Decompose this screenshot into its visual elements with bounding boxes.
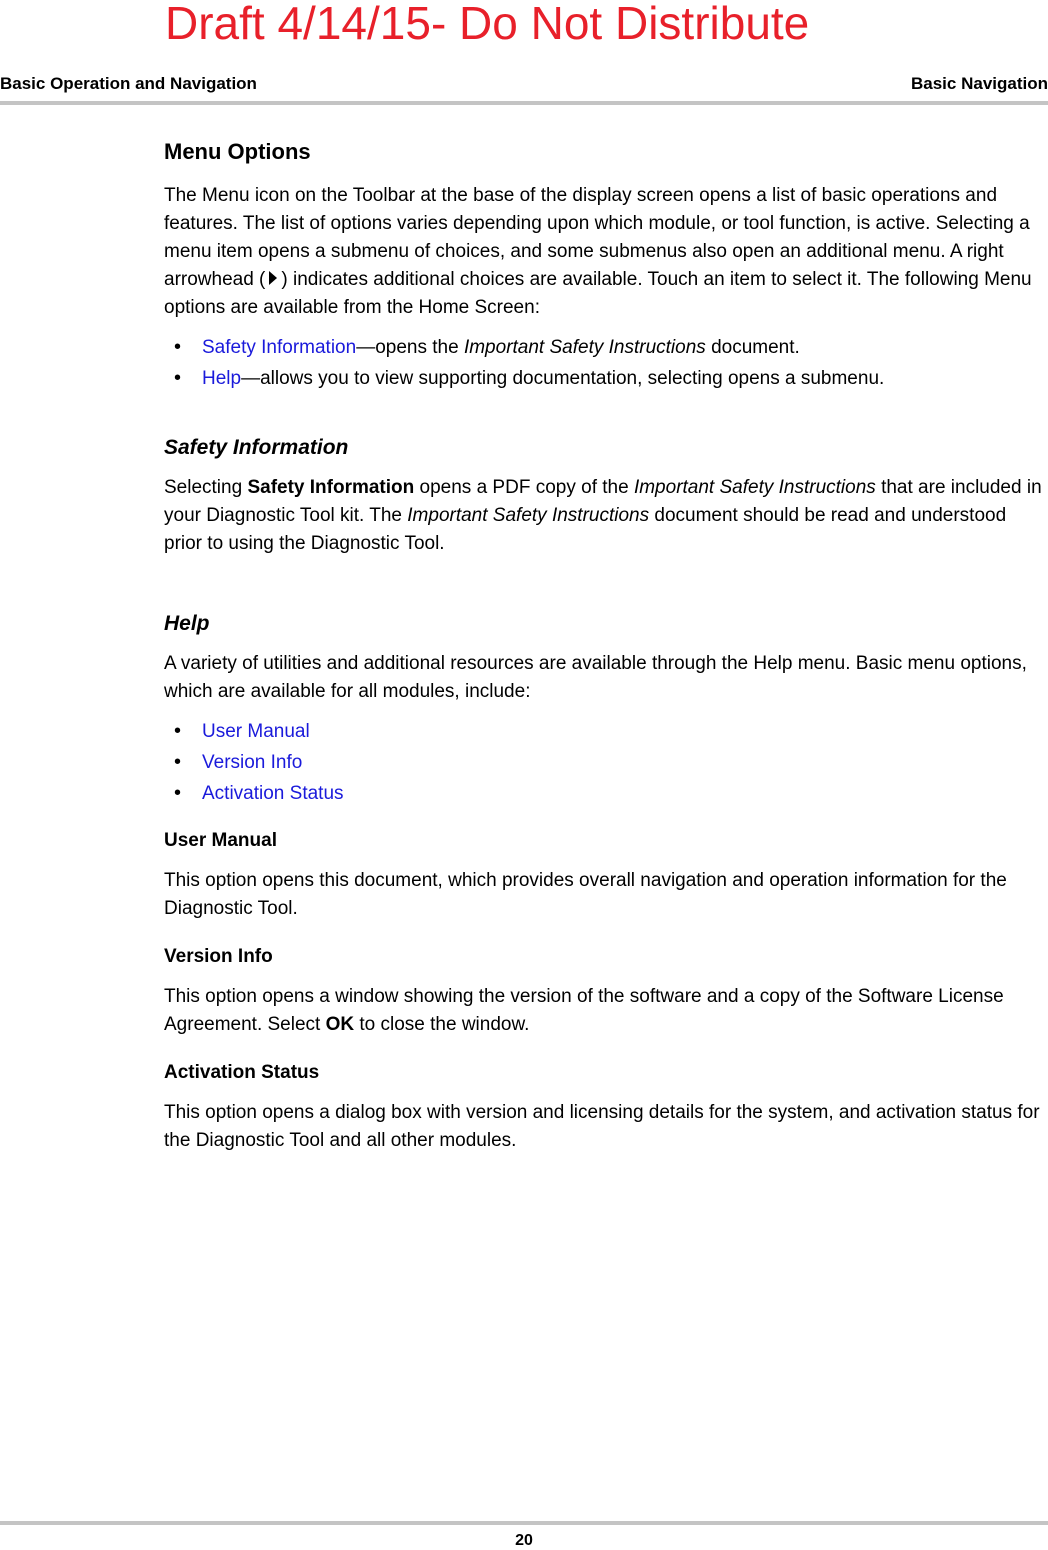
help-link[interactable]: Help xyxy=(202,368,242,389)
draft-watermark: Draft 4/14/15- Do Not Distribute xyxy=(165,0,810,49)
list-item: • Safety Information—opens the Important Safety Instructions document. xyxy=(164,332,1048,363)
version-info-paragraph: This option opens a window showing the version of the software and a copy of the Software License Agreement. Select OK to close the window. xyxy=(164,986,1004,1035)
bullet-icon: • xyxy=(174,751,182,773)
list-item xyxy=(164,747,1048,778)
version-info-link[interactable]: Version Info xyxy=(202,752,303,773)
user-manual-heading: User Manual xyxy=(164,830,277,851)
activation-status-link[interactable]: Activation Status xyxy=(202,783,344,804)
bullet-icon: • xyxy=(174,720,182,742)
header-section-title: Basic Navigation xyxy=(911,74,1048,93)
help-options-list xyxy=(164,716,1048,809)
help-heading: Help xyxy=(164,612,210,635)
list-item: • Help—allows you to view supporting documentation, selecting opens a submenu. xyxy=(164,363,1048,394)
page-content xyxy=(164,138,1048,1155)
list-item xyxy=(164,778,1048,809)
safety-information-paragraph: Selecting Safety Information opens a PDF copy of the Important Safety Instructions that are included in your Diagnostic Tool kit. The Important Safety Instructions document should be read and understood prior to using the Diagnostic Tool. xyxy=(164,477,1042,554)
list-item xyxy=(164,716,1048,747)
version-info-heading: Version Info xyxy=(164,946,273,967)
safety-information-link[interactable]: Safety Information xyxy=(202,337,357,358)
activation-status-paragraph: This option opens a dialog box with version and licensing details for the system, and activation status for the Diagnostic Tool and all other modules. xyxy=(164,1102,1040,1151)
right-arrowhead-icon xyxy=(269,271,277,285)
page-number: 20 xyxy=(515,1532,533,1549)
safety-information-heading: Safety Information xyxy=(164,436,349,459)
menu-options-intro: The Menu icon on the Toolbar at the base of the display screen opens a list of basic operations and features. The list of options varies depending upon which module, or tool function, is active. Selecting a menu item opens a submenu of choices, and some submenus also open an additional menu. A right arrowhead ( ) indicates additional choices are available. Touch an item to select it. The following Menu options are available from the Home Screen: xyxy=(164,185,1032,318)
header-chapter-title: Basic Operation and Navigation xyxy=(0,74,257,93)
bullet-icon: • xyxy=(174,782,182,804)
menu-options-list xyxy=(164,332,1048,394)
user-manual-link[interactable]: User Manual xyxy=(202,721,310,742)
menu-options-heading: Menu Options xyxy=(164,139,311,164)
footer-divider xyxy=(0,1521,1048,1525)
activation-status-heading: Activation Status xyxy=(164,1062,320,1083)
header-divider xyxy=(0,101,1048,105)
page-header xyxy=(0,74,1048,96)
user-manual-paragraph: This option opens this document, which provides overall navigation and operation information for the Diagnostic Tool. xyxy=(164,870,1007,919)
help-intro: A variety of utilities and additional resources are available through the Help menu. Basic menu options, which are available for all modules, include: xyxy=(164,653,1027,702)
bullet-icon: • xyxy=(174,336,182,358)
bullet-icon: • xyxy=(174,367,182,389)
